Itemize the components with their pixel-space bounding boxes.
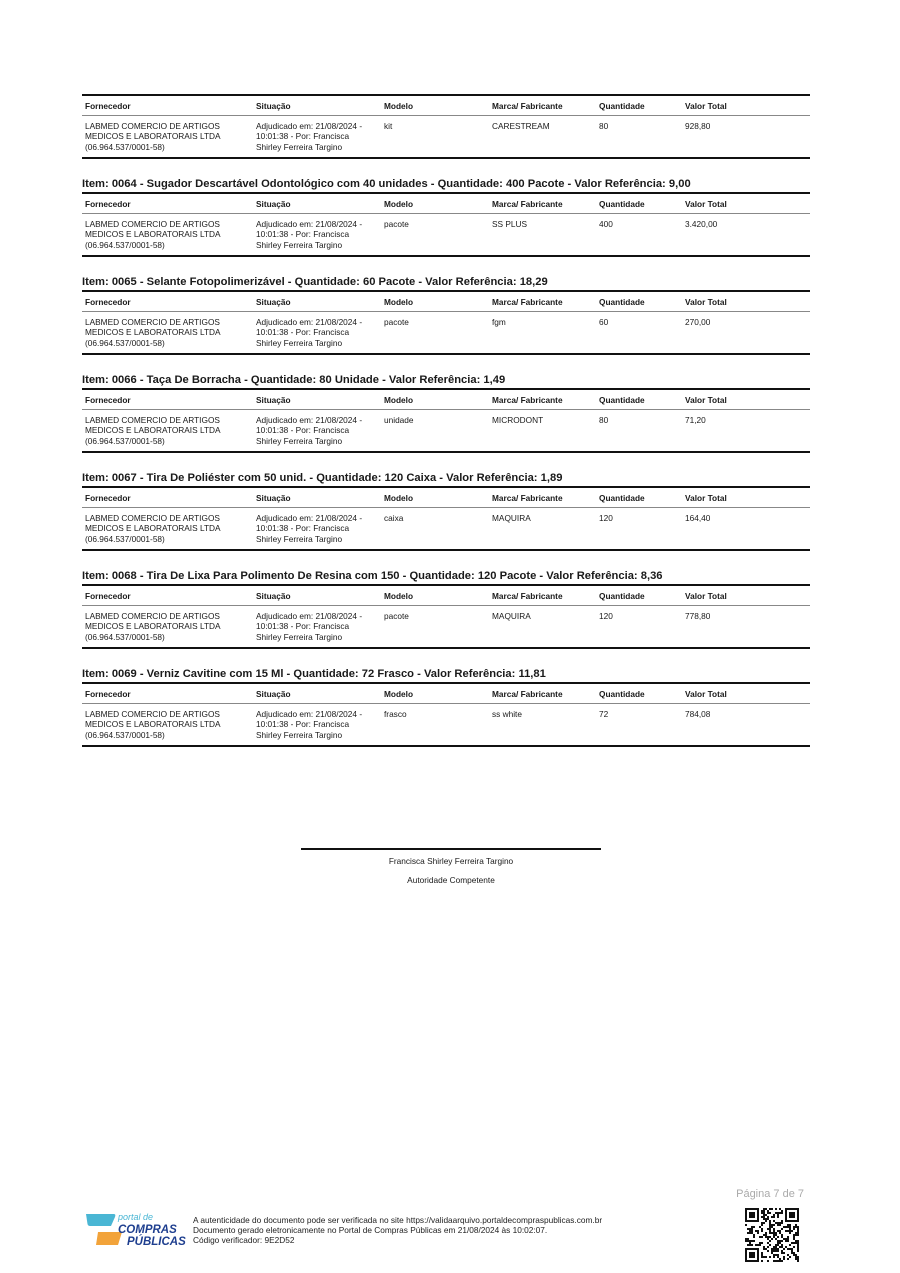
table-row [82,606,810,648]
header-fornecedor: Fornecedor [85,591,131,601]
header-quantidade: Quantidade [599,493,645,503]
modelo-cell: pacote [384,316,409,327]
header-fornecedor: Fornecedor [85,689,131,699]
situation-line2: 10:01:38 - Por: Francisca [256,327,350,337]
table-header-row [82,488,810,508]
logo-teal-shape [86,1214,115,1226]
supplier-name-line1: LABMED COMERCIO DE ARTIGOS [85,218,220,229]
logo-text-publicas: PÚBLICAS [127,1236,186,1248]
header-situacao: Situação [256,297,291,307]
table-header-row [82,390,810,410]
item-title: Item: 0065 - Selante Fotopolimerizável - Quantidade: 60 Pacote - Valor Referência: 18,29 [82,276,548,288]
situation-line2: 10:01:38 - Por: Francisca [256,621,350,631]
supplier-cnpj: (06.964.537/0001-58) [85,141,165,152]
situation-line3: Shirley Ferreira Targino [256,729,343,740]
table-header-row [82,684,810,704]
item-table [82,486,810,551]
situation-line2: 10:01:38 - Por: Francisca [256,425,350,435]
header-situacao: Situação [256,591,291,601]
header-valor-total: Valor Total [685,199,727,209]
quantidade-cell: 400 [599,218,613,229]
header-situacao: Situação [256,199,291,209]
marca-cell: MICRODONT [492,414,544,425]
situation-line1: Adjudicado em: 21/08/2024 - [256,414,363,425]
quantidade-cell: 80 [599,120,609,131]
header-valor-total: Valor Total [685,395,727,405]
header-quantidade: Quantidade [599,395,645,405]
header-fornecedor: Fornecedor [85,493,131,503]
situation-line1: Adjudicado em: 21/08/2024 - [256,316,363,327]
supplier-name-line2: MEDICOS E LABORATORAIS LTDA [85,719,221,729]
header-valor-total: Valor Total [685,297,727,307]
situation-cell [256,317,384,349]
situation-cell [256,219,384,251]
header-situacao: Situação [256,493,291,503]
valor-total-cell: 71,20 [685,414,706,425]
supplier-cell [82,317,256,349]
supplier-name-line2: MEDICOS E LABORATORAIS LTDA [85,131,221,141]
header-quantidade: Quantidade [599,199,645,209]
valor-total-cell: 164,40 [685,512,711,523]
supplier-cnpj: (06.964.537/0001-58) [85,337,165,348]
item-block [82,667,810,747]
header-fornecedor: Fornecedor [85,199,131,209]
supplier-name-line2: MEDICOS E LABORATORAIS LTDA [85,621,221,631]
supplier-cnpj: (06.964.537/0001-58) [85,729,165,740]
item-block [82,373,810,453]
modelo-cell: unidade [384,414,414,425]
item-table [82,192,810,257]
header-modelo: Modelo [384,689,414,699]
header-situacao: Situação [256,101,291,111]
header-modelo: Modelo [384,199,414,209]
situation-line1: Adjudicado em: 21/08/2024 - [256,512,363,523]
page-number: Página 7 de 7 [736,1188,804,1200]
supplier-name-line2: MEDICOS E LABORATORAIS LTDA [85,523,221,533]
supplier-name-line2: MEDICOS E LABORATORAIS LTDA [85,229,221,239]
quantidade-cell: 60 [599,316,609,327]
valor-total-cell: 784,08 [685,708,711,719]
modelo-cell: kit [384,120,393,131]
situation-line3: Shirley Ferreira Targino [256,435,343,446]
situation-line1: Adjudicado em: 21/08/2024 - [256,218,363,229]
supplier-name-line1: LABMED COMERCIO DE ARTIGOS [85,316,220,327]
situation-line1: Adjudicado em: 21/08/2024 - [256,610,363,621]
table-row [82,704,810,746]
valor-total-cell: 270,00 [685,316,711,327]
supplier-cnpj: (06.964.537/0001-58) [85,631,165,642]
header-modelo: Modelo [384,395,414,405]
header-quantidade: Quantidade [599,689,645,699]
signature-line [301,848,601,850]
marca-cell: SS PLUS [492,218,528,229]
supplier-name-line1: LABMED COMERCIO DE ARTIGOS [85,414,220,425]
header-situacao: Situação [256,395,291,405]
table-row [82,312,810,354]
header-quantidade: Quantidade [599,297,645,307]
header-marca: Marca/ Fabricante [492,199,563,209]
situation-line2: 10:01:38 - Por: Francisca [256,523,350,533]
supplier-name-line1: LABMED COMERCIO DE ARTIGOS [85,512,220,523]
footer-generated: Documento gerado eletronicamente no Portal de Compras Públicas em 21/08/2024 às 10:02:07. [193,1225,548,1235]
quantidade-cell: 80 [599,414,609,425]
supplier-cell [82,415,256,447]
item-block [82,471,810,551]
header-marca: Marca/ Fabricante [492,395,563,405]
qr-code [745,1208,799,1262]
table-row [82,410,810,452]
signature-role: Autoridade Competente [407,875,495,885]
item-title: Item: 0069 - Verniz Cavitine com 15 Ml - Quantidade: 72 Frasco - Valor Referência: 11,81 [82,668,546,680]
supplier-cnpj: (06.964.537/0001-58) [85,533,165,544]
item-title: Item: 0068 - Tira De Lixa Para Polimento De Resina com 150 - Quantidade: 120 Pacote - Valor Referência: 8,36 [82,570,663,582]
supplier-cnpj: (06.964.537/0001-58) [85,435,165,446]
situation-line3: Shirley Ferreira Targino [256,337,343,348]
footer-text [193,1215,602,1245]
situation-line3: Shirley Ferreira Targino [256,239,343,250]
item-block [82,94,810,159]
situation-line2: 10:01:38 - Por: Francisca [256,719,350,729]
header-valor-total: Valor Total [685,591,727,601]
situation-line2: 10:01:38 - Por: Francisca [256,131,350,141]
table-header-row [82,292,810,312]
logo-text-small: portal de [118,1212,154,1222]
situation-line1: Adjudicado em: 21/08/2024 - [256,708,363,719]
item-table [82,584,810,649]
qr-code-graphic [745,1208,799,1262]
item-table [82,290,810,355]
situation-cell [256,611,384,643]
supplier-name-line1: LABMED COMERCIO DE ARTIGOS [85,120,220,131]
situation-cell [256,415,384,447]
item-table [82,682,810,747]
header-marca: Marca/ Fabricante [492,591,563,601]
header-quantidade: Quantidade [599,591,645,601]
situation-line3: Shirley Ferreira Targino [256,141,343,152]
item-title: Item: 0067 - Tira De Poliéster com 50 unid. - Quantidade: 120 Caixa - Valor Referência: 1,89 [82,472,563,484]
item-block [82,569,810,649]
situation-cell [256,513,384,545]
valor-total-cell: 3.420,00 [685,218,718,229]
valor-total-cell: 928,80 [685,120,711,131]
supplier-cnpj: (06.964.537/0001-58) [85,239,165,250]
table-row [82,116,810,158]
item-block [82,177,810,257]
modelo-cell: pacote [384,610,409,621]
modelo-cell: frasco [384,708,407,719]
header-marca: Marca/ Fabricante [492,297,563,307]
situation-line3: Shirley Ferreira Targino [256,631,343,642]
marca-cell: ss white [492,708,522,719]
footer-authenticity: A autenticidade do documento pode ser verificada no site https://validaarquivo.portaldecompraspublicas.com.br [193,1215,603,1225]
header-modelo: Modelo [384,493,414,503]
supplier-name-line2: MEDICOS E LABORATORAIS LTDA [85,327,221,337]
supplier-cell [82,611,256,643]
footer-verification-code: Código verificador: 9E2D52 [193,1235,295,1245]
item-title: Item: 0066 - Taça De Borracha - Quantidade: 80 Unidade - Valor Referência: 1,49 [82,374,506,386]
logo-text-compras: COMPRAS [118,1224,177,1236]
header-valor-total: Valor Total [685,689,727,699]
portal-logo [86,1210,186,1248]
supplier-name-line2: MEDICOS E LABORATORAIS LTDA [85,425,221,435]
header-modelo: Modelo [384,101,414,111]
item-title: Item: 0064 - Sugador Descartável Odontológico com 40 unidades - Quantidade: 400 Pacote - Valor Referência: 9,00 [82,178,691,190]
header-quantidade: Quantidade [599,101,645,111]
modelo-cell: pacote [384,218,409,229]
situation-line1: Adjudicado em: 21/08/2024 - [256,120,363,131]
table-header-row [82,194,810,214]
quantidade-cell: 120 [599,610,613,621]
modelo-cell: caixa [384,512,404,523]
header-marca: Marca/ Fabricante [492,101,563,111]
header-situacao: Situação [256,689,291,699]
header-marca: Marca/ Fabricante [492,493,563,503]
supplier-cell [82,121,256,153]
items-list [82,94,810,765]
header-marca: Marca/ Fabricante [492,689,563,699]
quantidade-cell: 120 [599,512,613,523]
situation-line3: Shirley Ferreira Targino [256,533,343,544]
marca-cell: CARESTREAM [492,120,550,131]
header-fornecedor: Fornecedor [85,297,131,307]
header-fornecedor: Fornecedor [85,395,131,405]
header-modelo: Modelo [384,591,414,601]
item-table [82,388,810,453]
marca-cell: MAQUIRA [492,512,531,523]
table-row [82,214,810,256]
table-row [82,508,810,550]
signature-block [301,848,601,885]
item-block [82,275,810,355]
quantidade-cell: 72 [599,708,609,719]
situation-cell [256,121,384,153]
header-valor-total: Valor Total [685,101,727,111]
signature-name: Francisca Shirley Ferreira Targino [388,856,514,866]
header-fornecedor: Fornecedor [85,101,131,111]
marca-cell: MAQUIRA [492,610,531,621]
marca-cell: fgm [492,316,506,327]
supplier-cell [82,219,256,251]
supplier-cell [82,709,256,741]
table-header-row [82,96,810,116]
supplier-name-line1: LABMED COMERCIO DE ARTIGOS [85,708,220,719]
item-table [82,94,810,159]
supplier-name-line1: LABMED COMERCIO DE ARTIGOS [85,610,220,621]
portal-logo-graphic [86,1210,186,1248]
valor-total-cell: 778,80 [685,610,711,621]
header-modelo: Modelo [384,297,414,307]
situation-line2: 10:01:38 - Por: Francisca [256,229,350,239]
table-header-row [82,586,810,606]
supplier-cell [82,513,256,545]
header-valor-total: Valor Total [685,493,727,503]
situation-cell [256,709,384,741]
